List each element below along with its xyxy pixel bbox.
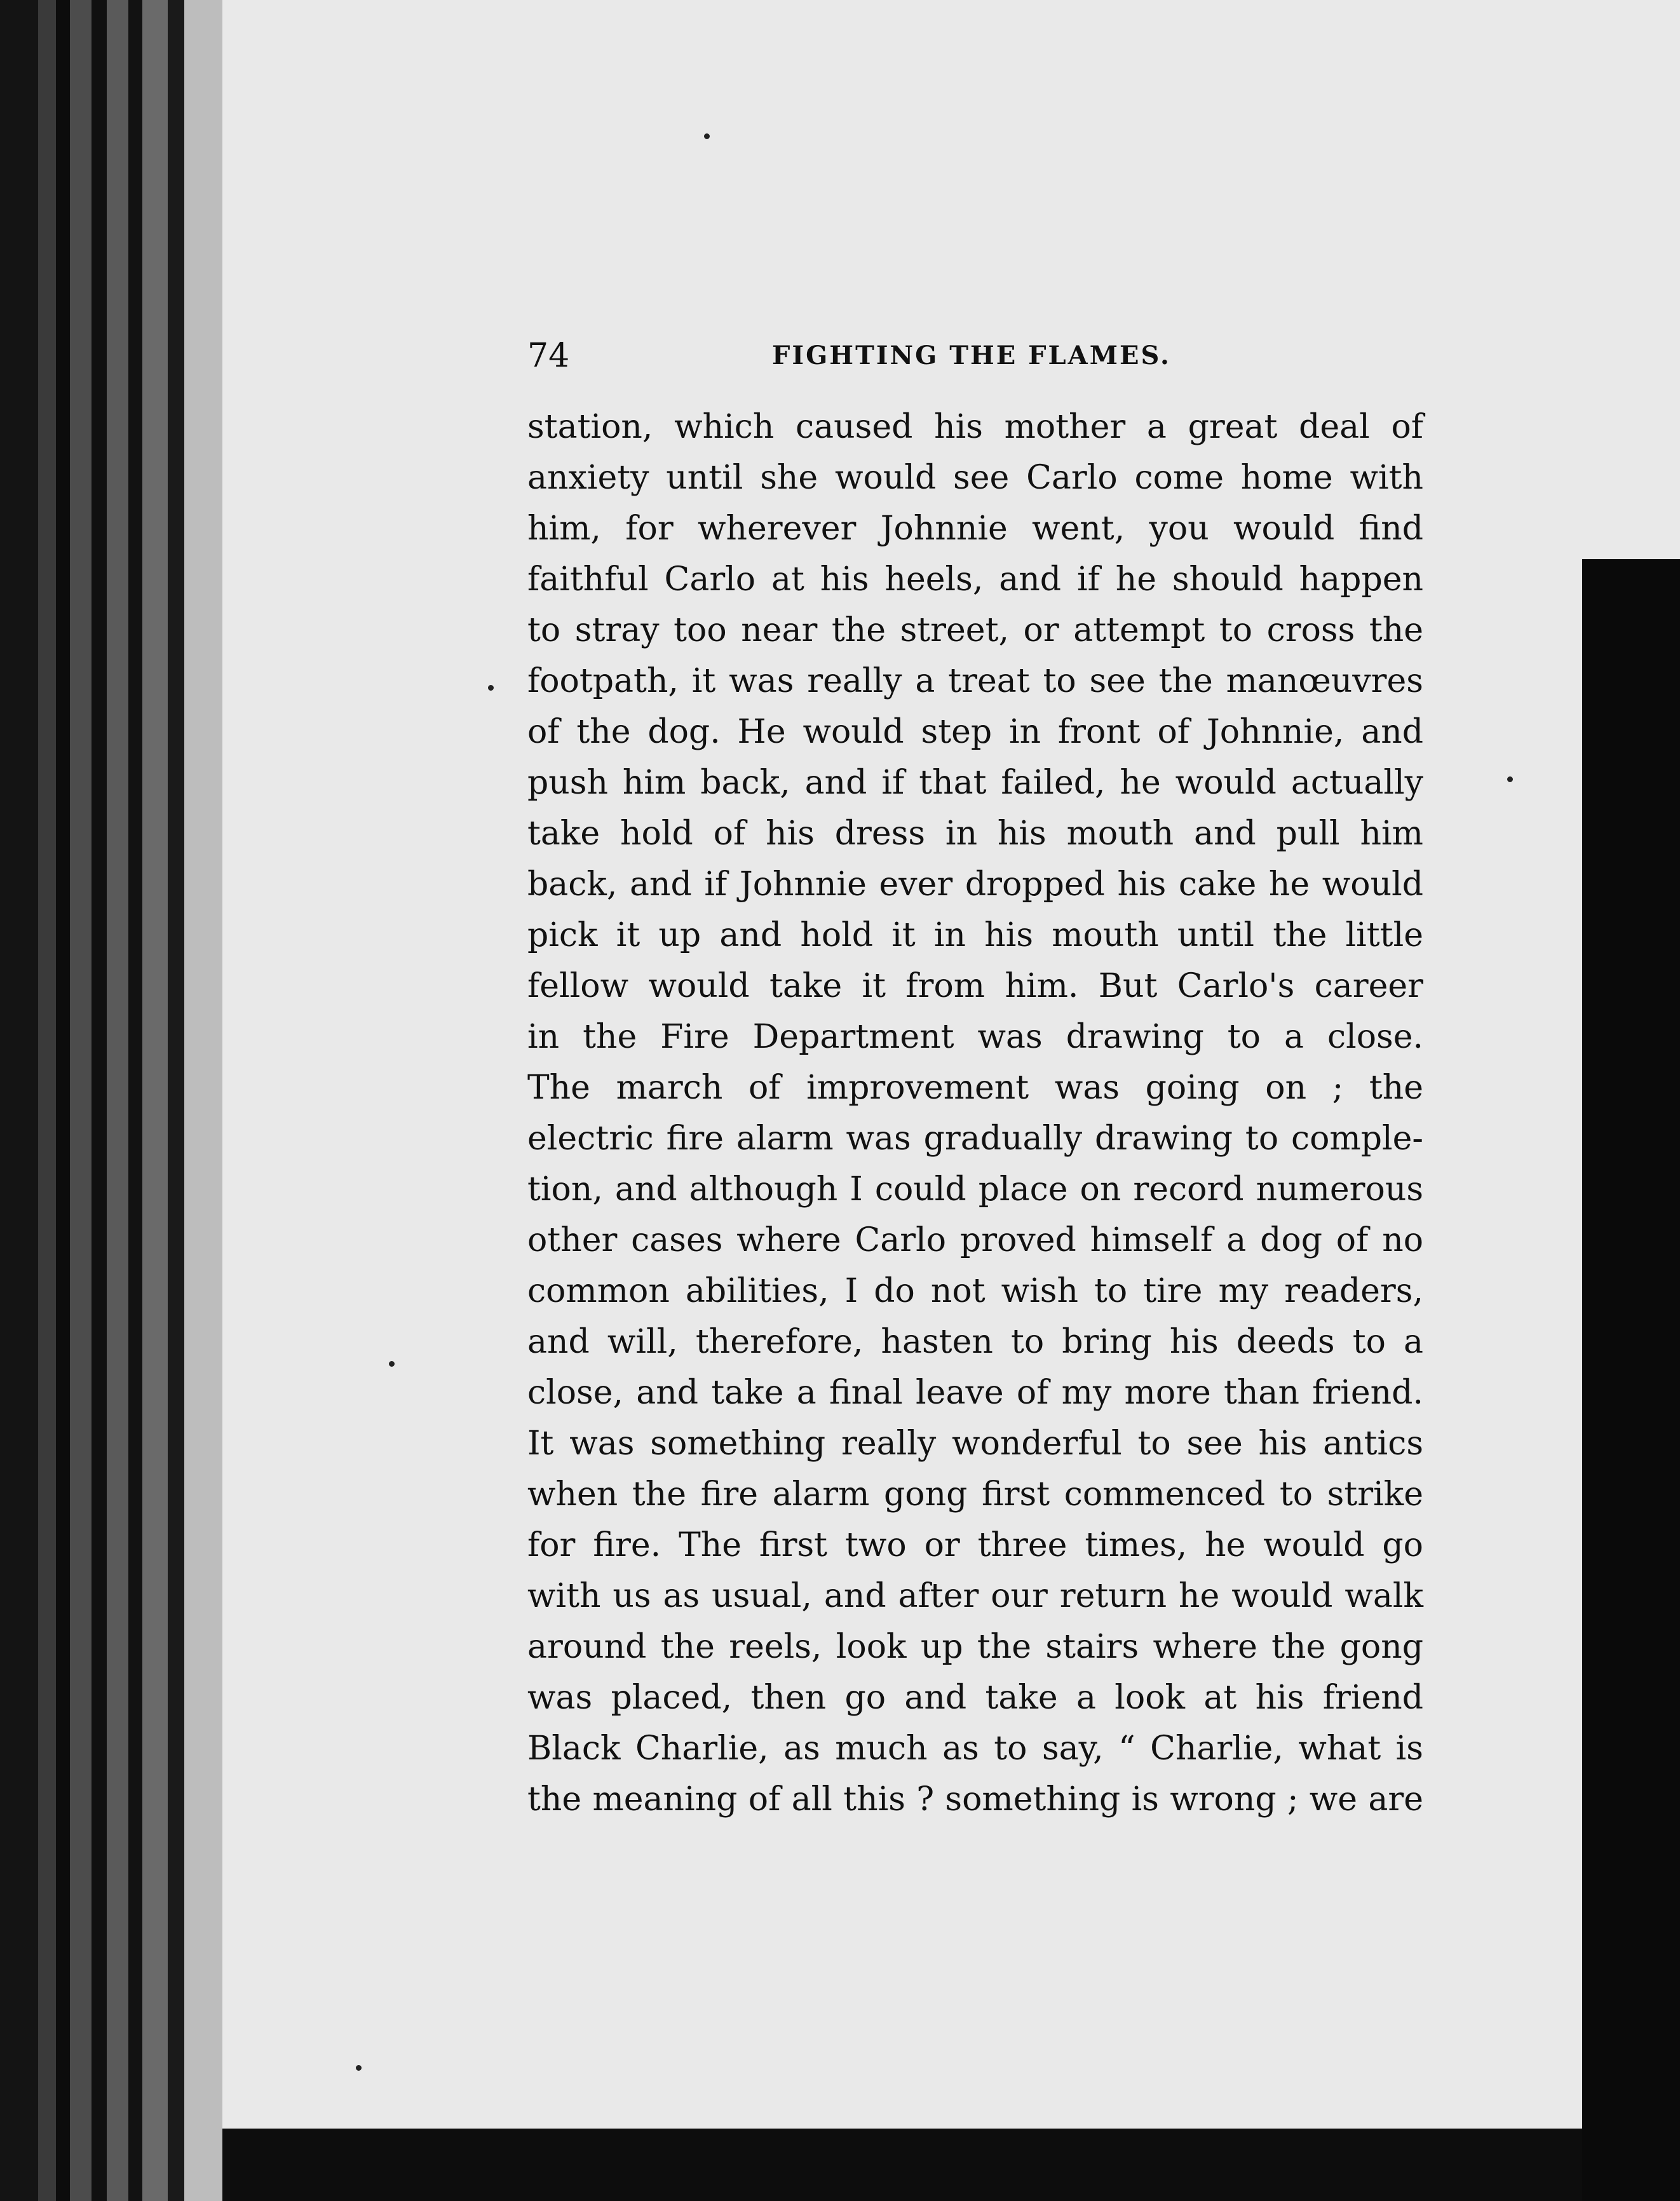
text-line: with us as usual, and after our return he would walk (527, 1577, 1423, 1615)
text-line: and will, therefore, hasten to bring his deeds to a (527, 1323, 1423, 1361)
page-edge (184, 0, 222, 2201)
text-line: him, for wherever Johnnie went, you would find (527, 510, 1423, 548)
text-line: anxiety until she would see Carlo come home with (527, 459, 1423, 497)
page-edge (128, 0, 142, 2201)
text-line: common abilities, I do not wish to tire my readers, (527, 1272, 1423, 1310)
page-edge (38, 0, 56, 2201)
page-edge (142, 0, 168, 2201)
text-line: station, which caused his mother a great deal of (527, 408, 1423, 446)
text-line: pick it up and hold it in his mouth until the little (527, 916, 1423, 954)
text-line: the meaning of all this ? something is wrong ; we are (527, 1780, 1423, 1818)
scan-border-bottom (222, 2129, 1582, 2201)
text-line: electric fire alarm was gradually drawing to comple- (527, 1120, 1423, 1158)
text-line: was placed, then go and take a look at his friend (527, 1679, 1423, 1717)
running-title: FIGHTING THE FLAMES. (772, 341, 1171, 370)
text-line: faithful Carlo at his heels, and if he should happen (527, 560, 1423, 599)
body-text (527, 402, 1423, 1825)
page-edge (0, 0, 38, 2201)
page-header (527, 330, 1430, 381)
text-line: to stray too near the street, or attempt to cross the (527, 611, 1423, 649)
text-line: in the Fire Department was drawing to a close. (527, 1018, 1423, 1056)
binding-shadow (1582, 559, 1680, 2201)
scan-speck (704, 133, 710, 139)
text-line: It was something really wonderful to see his antics (527, 1425, 1423, 1463)
scan-speck (389, 1361, 395, 1367)
scan-speck (1507, 776, 1513, 782)
text-line: The march of improvement was going on ; the (527, 1069, 1423, 1107)
text-line: Black Charlie, as much as to say, “ Charlie, what is (527, 1730, 1423, 1768)
page-edge (91, 0, 107, 2201)
scan-speck (488, 685, 494, 691)
page-edge (56, 0, 70, 2201)
scan-speck (356, 2065, 362, 2071)
text-line: when the fire alarm gong first commenced to strike (527, 1475, 1423, 1514)
text-line: for fire. The first two or three times, he would go (527, 1526, 1423, 1564)
text-line: other cases where Carlo proved himself a dog of no (527, 1221, 1423, 1259)
text-line: back, and if Johnnie ever dropped his cake he would (527, 865, 1423, 904)
page-margin-right (1608, 0, 1680, 559)
text-line: footpath, it was really a treat to see the manœuvres (527, 662, 1423, 700)
text-line: fellow would take it from him. But Carlo's career (527, 967, 1423, 1005)
page-number: 74 (527, 337, 570, 375)
text-line: push him back, and if that failed, he would actually (527, 764, 1423, 802)
text-line: tion, and although I could place on record numerous (527, 1170, 1423, 1209)
text-line: take hold of his dress in his mouth and pull him (527, 815, 1423, 853)
page-edge (70, 0, 91, 2201)
text-line: of the dog. He would step in front of Johnnie, and (527, 713, 1423, 751)
page-edge (107, 0, 128, 2201)
text-line: around the reels, look up the stairs where the gong (527, 1628, 1423, 1666)
text-line: close, and take a final leave of my more than friend. (527, 1374, 1423, 1412)
page-edge (168, 0, 184, 2201)
